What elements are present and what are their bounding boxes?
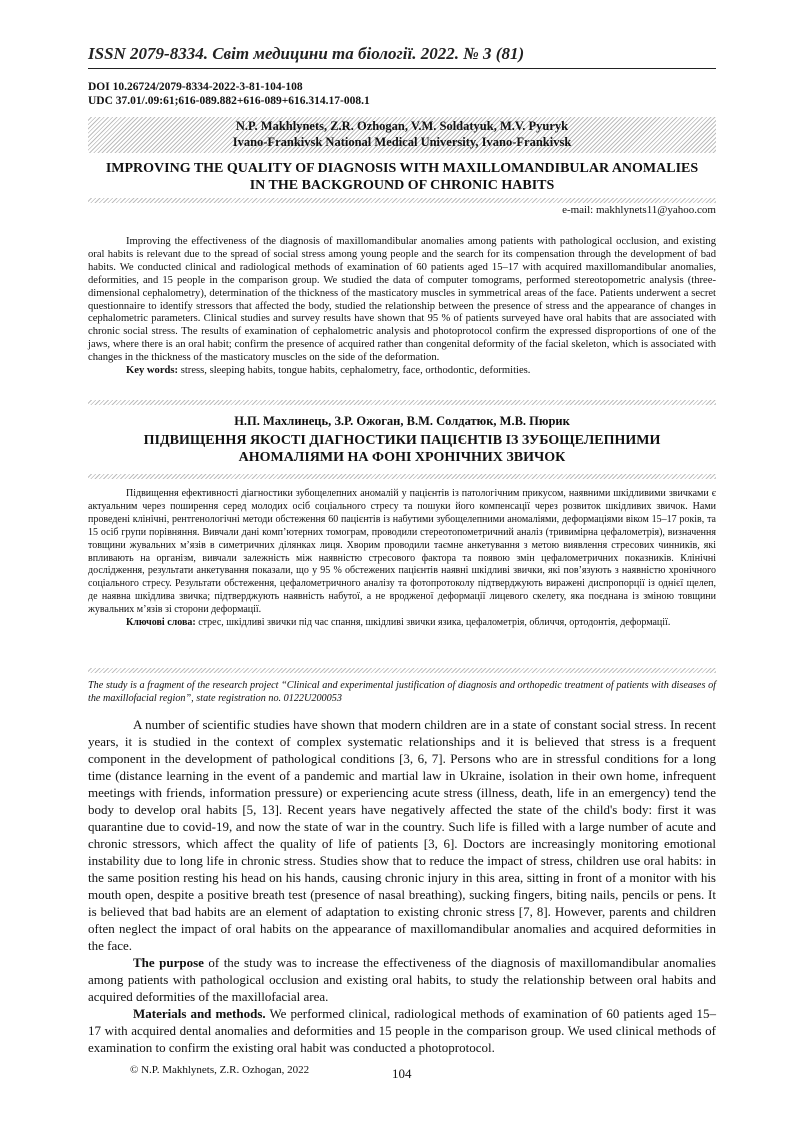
title-en-line1: IMPROVING THE QUALITY OF DIAGNOSIS WITH MAXILLOMANDIBULAR ANOMALIES [105,161,699,176]
authors-en: N.P. Makhlynets, Z.R. Ozhogan, V.M. Soldatyuk, M.V. Pyuryk [235,119,569,133]
email: e-mail: makhlynets11@yahoo.com [562,204,716,216]
page-number: 104 [392,1066,412,1081]
doi: DOI 10.26724/2079-8334-2022-3-81-104-108 [88,81,303,93]
title-ua-line2: АНОМАЛІЯМИ НА ФОНІ ХРОНІЧНИХ ЗВИЧОК [238,450,566,465]
abstract-en [88,236,716,378]
abstract-en-text: Improving the effectiveness of the diagnosis of maxillomandibular anomalies among patients with pathological occlusion, and existing oral habits is relevant due to the spread of social stress among young people and the search for its compensation through the development of bad habits. We conducted clinical and radiological methods of examination of 60 patients aged 15–17 with acquired maxillomandibular anomalies, deformities, and 15 people in the comparison group. We studied the data of computer tomograms, performed stereotopometric analysis (three-dimensional cephalometry), determination of the thickness of the masticatory muscles in symmetrical areas of the face. Patients underwent a secret questionnaire to identify stressors that affected the body, studied the relationship between the presence of stress and the appearance of changes in cephalometric parameters. Clinical studies and survey results have shown that 95 % of patients surveyed have oral habits that are associated with chronic social stress. The results of examination of cephalometric analysis and photoprotocol confirm the expressed disproportions of one of the jaws, where there is an oral habit; confirm the presence of acquired rather than congenital deformity of the facial skeleton, which is associated with changes in the thickness of the masticatory muscles on the side of the deformation. [88,236,716,364]
body-paragraph [88,954,716,1005]
header-rule [88,68,716,69]
divider-stripe [88,474,716,479]
body-paragraph: A number of scientific studies have shown that modern children are in a state of constant social stress. In recent years, it is studied in the context of complex systematic relationships and it is believed that stress is a frequent component in the development of pathological conditions [3, 6, 7]. Persons who are in stressful conditions for a long time (distance learning in the event of a pandemic and martial law in Ukraine, isolation in their own home, infrequent meetings with friends, information pressure) or experiencing acute stress (illness, death, life in an emergency) tend the body to develop oral habits [5, 13]. Recent years have negatively affected the state of the child's body: first it was quarantine due to covid-19, and now the state of war in the country. Such life is filled with a large number of acute and chronic stressors, which affect the quality of life of patients [3, 6]. Doctors are increasingly monitoring emotional instability due to long life in chronic stress. Studies show that to reduce the impact of stress, children use oral habits: in the same position resting his head on his hands, causing chronic injury in this area, sitting in front of a monitor with his mouth open, despite a positive breath test (presence of nasal breathing), sucking fingers, biting nails, pencils or pens. It is believed that bad habits are an element of adaptation to existing chronic stress [7, 8]. However, parents and children often neglect the impact of oral habits on the appearance of maxillomandibular anomalies and acquired deformities in the face. [88,717,716,953]
doi-block [88,80,370,108]
abstract-ua [88,488,716,630]
purpose-text: of the study was to increase the effectiveness of the diagnosis of maxillomandibular anomalies among patients with pathological occlusion and existing oral habits, to study the relationship between oral habits and acquired deformities of the maxillofacial area. [88,955,716,1004]
authors-ua: Н.П. Махлинець, З.Р. Ожоган, В.М. Солдатюк, М.В. Пюрик [234,414,570,428]
body-text [88,716,716,1056]
divider-stripe [88,400,716,405]
divider-stripe [88,198,716,203]
keywords-en [88,365,716,378]
keywords-ua-text: стрес, шкідливі звички під час спання, шкідливі звички язика, цефалометрія, обличчя, ортодонтія, деформації. [195,617,671,629]
journal-header: ISSN 2079-8334. Світ медицини та біології. 2022. № 3 (81) [88,44,525,63]
purpose-label: The purpose [133,955,204,970]
keywords-ua-label: Ключові слова: [126,617,196,629]
title-ua-line1: ПІДВИЩЕННЯ ЯКОСТІ ДІАГНОСТИКИ ПАЦІЄНТІВ ІЗ ЗУБОЩЕЛЕПНИМИ [143,433,661,448]
authors-en-block [88,118,716,150]
abstract-ua-text: Підвищення ефективності діагностики зубощелепних аномалій у пацієнтів із патологічним прикусом, наявними шкідливими звичками є актуальним через поширення серед молодих осіб соціального стресу та пошуки його компенсації через розвиток шкідливих звичок. Нами проведені клінічні, рентгенологічні методи обстеження 60 пацієнтів із набутими зубощелепними аномаліями, деформаціями віком 15–17 років, та 15 осіб групи порівняння. Вивчали дані комп’ютерних томограм, проводили стереотопометричний аналіз (тривимірна цефалометрія), визначення товщини жувальних м’язів в симетричних ділянках лиця. Хворим проводили таємне анкетування з метою виявлення стресових чинників, які впливають на організм, вивчали залежність між наявністю стресового фактора та появою змін цефалометричних показників. Клінічні дослідження, результати анкетування показали, що у 95 % обстежених пацієнтів наявні шкідливі звички, які пов’язують з наявністю хронічного соціального стресу. Результати обстеження, цефалометричного аналізу та фотопротоколу підтверджують виражені диспропорції із однієї щелеп, де наявна шкідлива звичка; підтверджують наявність набутої, а не вродженої деформації лицевого скелету, яка поєднана із зміною товщини жувальних м’язів зі сторони деформації. [88,488,716,616]
title-ua [88,432,716,466]
methods-label: Materials and methods. [133,1006,266,1021]
keywords-en-text: stress, sleeping habits, tongue habits, cephalometry, face, orthodontic, deformities. [178,365,531,377]
title-en-line2: IN THE BACKGROUND OF CHRONIC HABITS [249,178,555,193]
udc: UDC 37.01/.09:61;616-089.882+616-089+616.314.17-008.1 [88,95,370,107]
keywords-ua [88,617,716,630]
keywords-en-label: Key words: [126,365,179,377]
methods-text: We performed clinical, radiological methods of examination of 60 patients aged 15–17 with acquired dental anomalies and deformities and 15 people in the comparison group. We used clinical methods of examination to confirm the existing oral habit was conducted a photoprotocol. [88,1006,716,1055]
footer-copyright: © N.P. Makhlynets, Z.R. Ozhogan, 2022 [130,1064,310,1076]
divider-stripe [88,668,716,673]
affiliation-en: Ivano-Frankivsk National Medical University, Ivano-Frankivsk [232,135,572,149]
title-en [88,160,716,194]
fragment-note: The study is a fragment of the research project “Clinical and experimental justification of diagnosis and orthopedic treatment of patients with diseases of the maxillofacial region”, state registration no. 0122U200053 [88,680,716,704]
body-paragraph [88,1005,716,1056]
